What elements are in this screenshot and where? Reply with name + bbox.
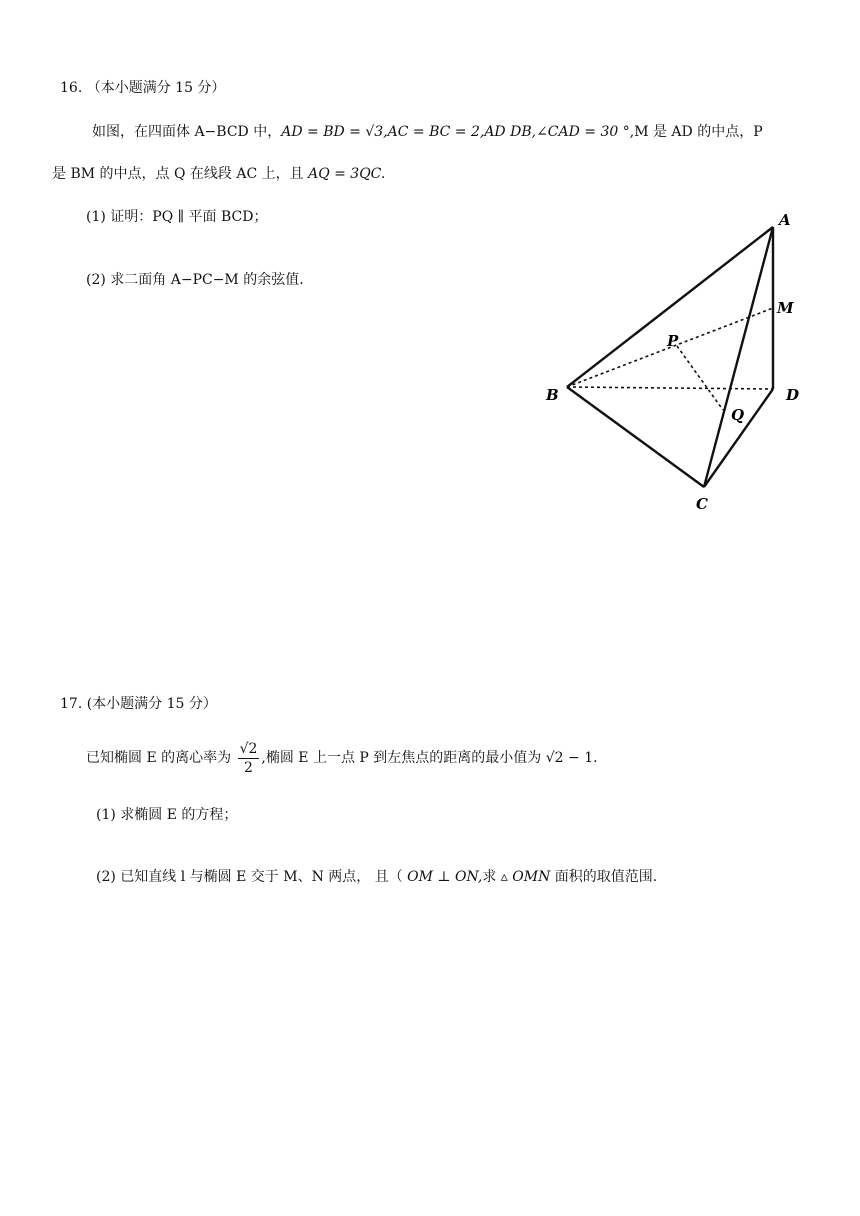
eccentricity-fraction (238, 740, 260, 777)
q17-part2-text-c: 面积的取值范围. (550, 869, 658, 885)
q16-part2: (2) 求二面角 A−PC−M 的余弦值. (86, 272, 304, 288)
edge-AC (704, 227, 773, 487)
q16-stem-math2: AQ = 3QC. (308, 166, 386, 182)
label-M: M (777, 299, 794, 317)
q17-stem (86, 737, 598, 779)
q16-stem-line1 (92, 122, 763, 142)
q16-stem-line2 (52, 164, 385, 184)
q17-part2-text: (2) 已知直线 l 与椭圆 E 交于 M、N 两点， 且（ (96, 869, 408, 885)
edge-AB (567, 227, 773, 387)
edge-CD (704, 389, 773, 487)
q17-stem-text-b: ,椭圆 E 上一点 P 到左焦点的距离的最小值为 (261, 750, 546, 766)
fraction-denominator: 2 (244, 759, 253, 776)
label-B: B (546, 386, 559, 404)
edge-BC (567, 387, 704, 487)
q17-part2-math: OM ⊥ ON, (407, 869, 483, 885)
q16-stem-text: 如图，在四面体 A−BCD 中， (92, 124, 282, 140)
q17-stem-text: 已知椭圆 E 的离心率为 (86, 750, 236, 766)
edge-BD (567, 387, 773, 389)
q17-stem-math: √2 − 1. (545, 750, 598, 766)
q17-part2 (96, 867, 657, 887)
label-D: D (786, 386, 800, 404)
label-Q: Q (731, 406, 745, 424)
fraction-numerator: √2 (239, 740, 258, 757)
q16-header: 16. （本小题满分 15 分） (60, 80, 226, 96)
q17-header: 17. (本小题满分 15 分） (60, 696, 217, 712)
label-A: A (779, 211, 791, 229)
q16-stem-math: AD = BD = √3,AC = BC = 2,AD DB,∠CAD = 30 ° (281, 124, 630, 140)
label-P: P (667, 332, 679, 350)
q16-part1: (1) 证明：PQ ∥ 平面 BCD； (86, 209, 268, 225)
edge-PQ (677, 346, 723, 410)
q16-stem-text2: 是 BM 的中点，点 Q 在线段 AC 上，且 (52, 166, 309, 182)
q17-part1: (1) 求椭圆 E 的方程； (96, 807, 238, 823)
q17-part2-math2: ▵ OMN (500, 869, 551, 885)
q16-stem-text-b: ,M 是 AD 的中点，P (629, 124, 763, 140)
q17-part2-text-b: 求 (482, 869, 501, 885)
label-C: C (696, 495, 708, 513)
tetrahedron-figure (535, 205, 815, 520)
